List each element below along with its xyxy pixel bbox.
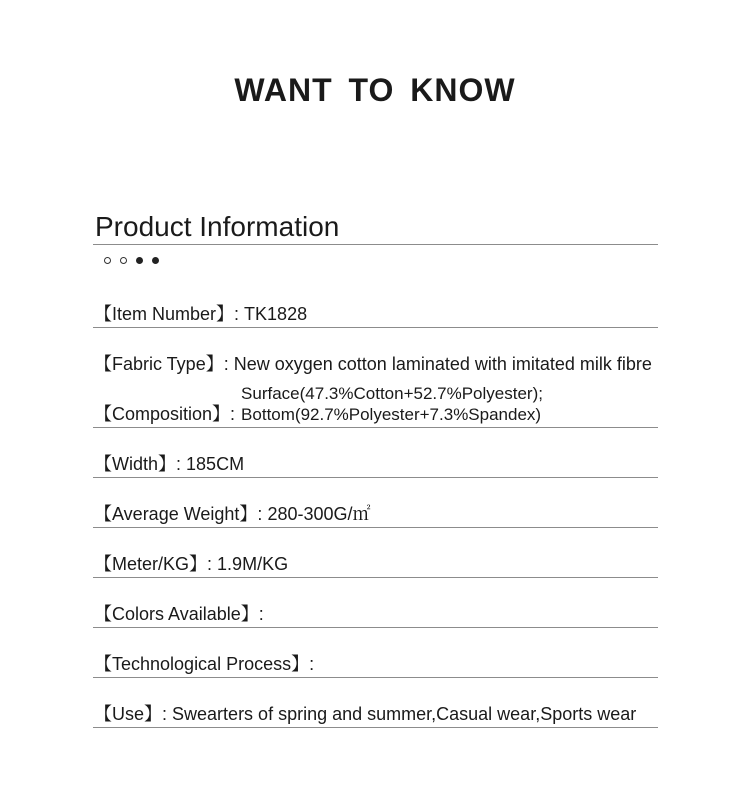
row-divider (93, 477, 658, 478)
row-divider (93, 627, 658, 628)
average-weight-value: 280-300G/㎡ (267, 504, 371, 524)
use-label: 【Use】: (94, 704, 168, 724)
row-divider (93, 527, 658, 528)
width-value: 185CM (186, 454, 245, 474)
fabric-type-label: 【Fabric Type】: (94, 354, 229, 374)
pagination-dot-2 (120, 257, 127, 264)
composition-value-bottom: Bottom(92.7%Polyester+7.3%Spandex) (241, 405, 542, 424)
row-average-weight (93, 503, 658, 528)
section-divider (93, 244, 658, 245)
row-use (93, 703, 658, 728)
row-colors-available (93, 603, 658, 628)
row-width (93, 453, 658, 478)
composition-label: 【Composition】: (94, 404, 236, 424)
row-composition (93, 383, 658, 428)
meter-kg-label: 【Meter/KG】: (94, 554, 213, 574)
pagination-dot-3 (136, 257, 143, 264)
row-divider (93, 727, 658, 728)
fabric-type-value: New oxygen cotton laminated with imitated milk fibre (233, 354, 652, 374)
composition-value-surface: Surface(47.3%Cotton+52.7%Polyester); (241, 384, 543, 403)
section-title: Product Information (95, 211, 340, 242)
pagination-dot-4 (152, 257, 159, 264)
colors-available-label: 【Colors Available】: (94, 604, 264, 624)
pagination-dots (104, 257, 159, 264)
row-divider (93, 427, 658, 428)
pagination-dot-1 (104, 257, 111, 264)
item-number-value: TK1828 (244, 304, 308, 324)
row-meter-kg (93, 553, 658, 578)
row-divider (93, 677, 658, 678)
row-divider (93, 327, 658, 328)
row-divider (93, 577, 658, 578)
average-weight-label: 【Average Weight】: (94, 504, 263, 524)
technological-process-label: 【Technological Process】: (94, 654, 315, 674)
item-number-label: 【Item Number】: (94, 304, 240, 324)
use-value: Swearters of spring and summer,Casual wear,Sports wear (172, 704, 637, 724)
hero-title: WANT TO KNOW (234, 72, 516, 108)
row-fabric-type (93, 353, 658, 375)
width-label: 【Width】: (94, 454, 182, 474)
meter-kg-value: 1.9M/KG (217, 554, 289, 574)
row-technological-process (93, 653, 658, 678)
row-item-number (93, 303, 658, 328)
